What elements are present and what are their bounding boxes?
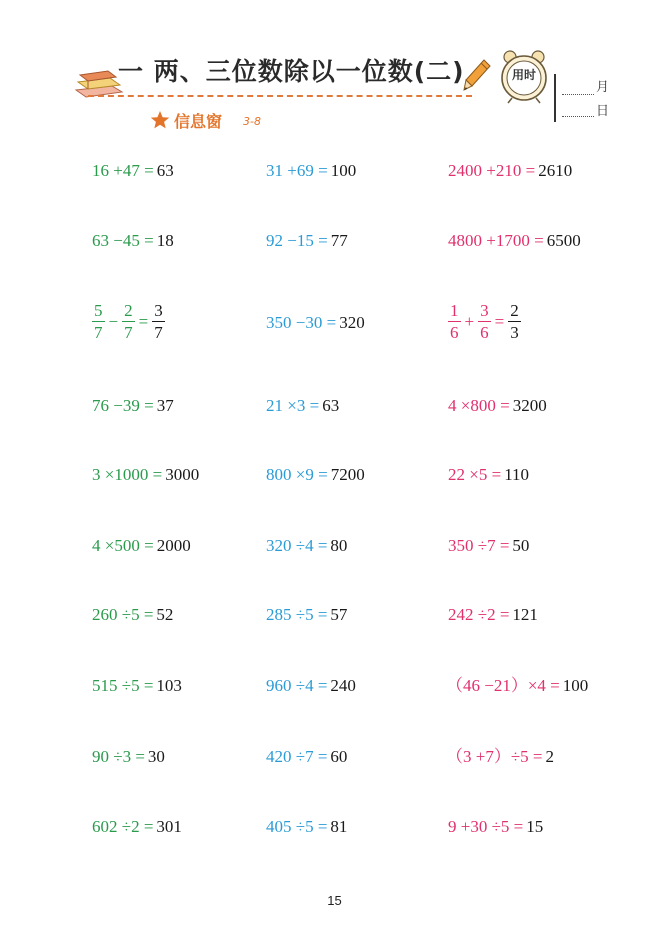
equation-r6-c1: 4 ×500 = 2000 bbox=[92, 536, 191, 555]
equation-r7-c3: 242 ÷2 = 121 bbox=[448, 605, 538, 624]
answer: 81 bbox=[330, 817, 348, 836]
fraction-a: $\frac{1}{6}$ bbox=[450, 301, 459, 342]
info-window-pages: 3-8 bbox=[243, 115, 261, 128]
equation-r2-c2: 92 −15 = 77 bbox=[266, 231, 348, 250]
answer: 2610 bbox=[538, 161, 573, 180]
equation-r4-c2: 21 ×3 = 63 bbox=[266, 396, 340, 415]
equation-r6-c3: 350 ÷7 = 50 bbox=[448, 536, 530, 555]
answer: 63 bbox=[156, 161, 174, 180]
fraction-a: $\frac{5}{7}$ bbox=[94, 301, 103, 342]
equation-r1-c1: 16 +47 = 63 bbox=[92, 161, 174, 180]
equation-r6-c2: 320 ÷4 = 80 bbox=[266, 536, 348, 555]
answer: 2 bbox=[545, 747, 555, 766]
books-icon bbox=[74, 68, 124, 98]
fraction-answer: $\frac{2}{3}$ bbox=[510, 301, 519, 342]
answer: 7200 bbox=[330, 465, 365, 484]
fraction-answer: $\frac{3}{7}$ bbox=[154, 301, 163, 342]
equals-sign: = bbox=[494, 311, 505, 331]
equation-r10-c3: 9 +30 ÷5 = 15 bbox=[448, 817, 544, 836]
answer: 50 bbox=[512, 536, 530, 555]
answer: 6500 bbox=[546, 231, 581, 250]
equation-r3-c2: 350 −30 = 320 bbox=[266, 313, 365, 332]
fraction-equation-left bbox=[92, 302, 165, 341]
equation-r4-c3: 4 ×800 = 3200 bbox=[448, 396, 547, 415]
equation-r5-c1: 3 ×1000 = 3000 bbox=[92, 465, 200, 484]
equation-r7-c1: 260 ÷5 = 52 bbox=[92, 605, 174, 624]
month-blank[interactable] bbox=[562, 94, 594, 95]
answer: 100 bbox=[562, 676, 589, 695]
answer: 100 bbox=[330, 161, 357, 180]
equation-r9-c1: 90 ÷3 = 30 bbox=[92, 747, 165, 766]
page-number: 15 bbox=[327, 893, 342, 908]
equation-r8-c2: 960 ÷4 = 240 bbox=[266, 676, 356, 695]
equation-r1-c3: 2400 +210 = 2610 bbox=[448, 161, 573, 180]
answer: 320 bbox=[339, 313, 365, 332]
fraction-equation-right bbox=[448, 302, 521, 341]
answer: 2000 bbox=[156, 536, 191, 555]
answer: 301 bbox=[156, 817, 182, 836]
equation-r4-c1: 76 −39 = 37 bbox=[92, 396, 174, 415]
answer: 3000 bbox=[165, 465, 200, 484]
page-title: 一 两、三位数除以一位数(二) bbox=[118, 57, 465, 86]
equation-r8-c1: 515 ÷5 = 103 bbox=[92, 676, 182, 695]
date-fields bbox=[556, 74, 616, 122]
equation-r1-c2: 31 +69 = 100 bbox=[266, 161, 357, 180]
day-blank[interactable] bbox=[562, 116, 594, 117]
equation-r5-c3: 22 ×5 = 110 bbox=[448, 465, 530, 484]
answer: 57 bbox=[330, 605, 348, 624]
answer: 15 bbox=[526, 817, 544, 836]
day-label: 日 bbox=[596, 104, 610, 119]
equation-r7-c2: 285 ÷5 = 57 bbox=[266, 605, 348, 624]
answer: 52 bbox=[156, 605, 174, 624]
answer: 30 bbox=[147, 747, 165, 766]
operator: − bbox=[108, 311, 119, 331]
pencil-icon bbox=[462, 58, 492, 92]
fraction-b: $\frac{3}{6}$ bbox=[480, 301, 489, 342]
equation-r8-c3: （46 −21）×4 = 100 bbox=[446, 676, 589, 695]
star-icon bbox=[150, 110, 170, 130]
answer: 63 bbox=[322, 396, 340, 415]
equation-r2-c3: 4800 +1700 = 6500 bbox=[448, 231, 581, 250]
clock-label: 用时 bbox=[511, 68, 536, 82]
answer: 3200 bbox=[512, 396, 547, 415]
answer: 60 bbox=[330, 747, 348, 766]
equation-r2-c1: 63 −45 = 18 bbox=[92, 231, 174, 250]
answer: 37 bbox=[156, 396, 174, 415]
answer: 240 bbox=[330, 676, 356, 695]
answer: 121 bbox=[512, 605, 538, 624]
equation-r10-c2: 405 ÷5 = 81 bbox=[266, 817, 348, 836]
answer: 103 bbox=[156, 676, 182, 695]
title-underline bbox=[88, 95, 472, 97]
answer: 80 bbox=[330, 536, 348, 555]
equation-r9-c2: 420 ÷7 = 60 bbox=[266, 747, 348, 766]
month-label: 月 bbox=[596, 80, 610, 95]
info-window-title: 信息窗 bbox=[174, 112, 223, 131]
equation-r5-c2: 800 ×9 = 7200 bbox=[266, 465, 365, 484]
equals-sign: = bbox=[138, 311, 149, 331]
fraction-b: $\frac{2}{7}$ bbox=[124, 301, 133, 342]
equation-r10-c1: 602 ÷2 = 301 bbox=[92, 817, 182, 836]
answer: 18 bbox=[156, 231, 174, 250]
answer: 77 bbox=[330, 231, 348, 250]
answer: 110 bbox=[504, 465, 530, 484]
equation-r9-c3: （3 +7）÷5 = 2 bbox=[446, 747, 555, 766]
operator: + bbox=[464, 311, 475, 331]
